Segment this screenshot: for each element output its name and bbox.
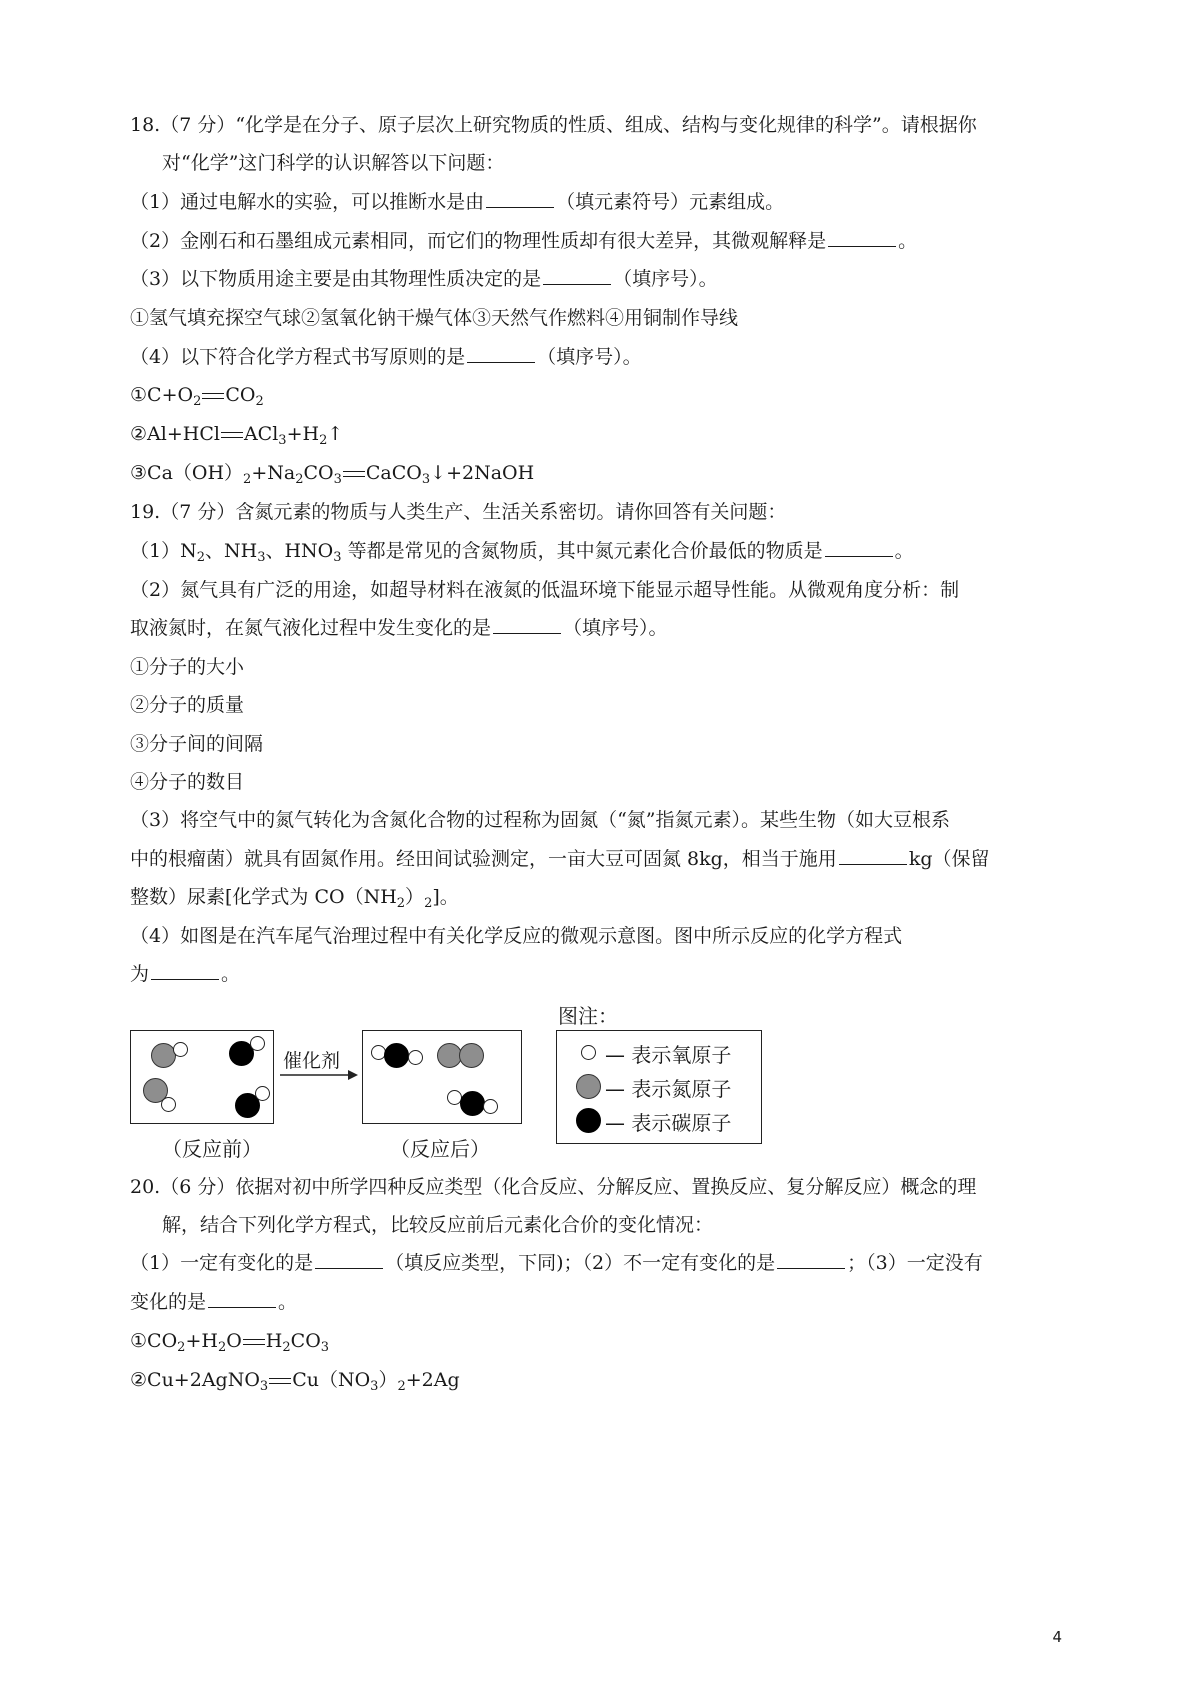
q19-part3-cont2: 整数）尿素[化学式为 $CO(NH_2)_2$]。 — [130, 886, 459, 911]
q19-part3-cont: 中的根瘤菌）就具有固氮作用。经田间试验测定，一亩大豆可固氮 8kg，相当于施用 kg（保留 — [130, 848, 990, 870]
carbon-legend-icon — [576, 1108, 601, 1133]
q19-part4-cont: 为 。 — [130, 963, 241, 985]
q18-part3: （3）以下物质用途主要是由其物理性质决定的是 （填序号）。 — [130, 268, 718, 290]
legend-carbon: — 表示碳原子 — [605, 1111, 732, 1135]
catalyst-label: 催化剂 — [283, 1050, 341, 1072]
q19-part2: （2）氮气具有广泛的用途，如超导材料在液氮的低温环境下能显示超导性能。从微观角度分析：制 — [130, 579, 960, 601]
answer-blank[interactable] — [486, 189, 554, 208]
carbon-atom — [460, 1091, 485, 1116]
q18-heading-cont: 对“化学”这门科学的认识解答以下问题： — [162, 152, 505, 174]
legend-box — [556, 1030, 762, 1144]
answer-blank[interactable] — [777, 1250, 845, 1269]
oxygen-atom — [483, 1099, 498, 1114]
q19-option-3: ③分子间的间隔 — [130, 733, 264, 755]
after-box — [362, 1030, 522, 1124]
q20-part1-cont: 变化的是 。 — [130, 1291, 298, 1313]
q19-heading: 19.（7 分）含氮元素的物质与人类生产、生活关系密切。请你回答有关问题： — [130, 501, 787, 523]
after-caption: （反应后） — [390, 1137, 490, 1161]
answer-blank[interactable] — [315, 1250, 383, 1269]
before-box — [130, 1030, 274, 1124]
q19-part2-cont: 取液氮时，在氮气液化过程中发生变化的是 （填序号）。 — [130, 617, 668, 639]
oxygen-atom — [255, 1086, 270, 1101]
q18-equation-1: $①C+O_2$ $CO_2$ — [130, 384, 264, 409]
q20-equation-2: ②Cu+2AgNO$_3$ $Cu(NO_3)_2+2Ag$ — [130, 1369, 460, 1394]
q20-part1: （1）一定有变化的是 （填反应类型，下同)；（2）不一定有变化的是 ；（3）一定没有 — [130, 1252, 983, 1274]
legend-nitrogen: — 表示氮原子 — [605, 1077, 732, 1101]
q18-equation-2: ②Al+HCl $ACl_3+H_2↑$ — [130, 423, 344, 448]
nitrogen-legend-icon — [576, 1074, 601, 1099]
q18-part1: （1）通过电解水的实验，可以推断水是由 （填元素符号）元素组成。 — [130, 191, 785, 213]
q18-part2: （2）金刚石和石墨组成元素相同，而它们的物理性质却有很大差异，其微观解释是 。 — [130, 230, 918, 252]
q19-option-1: ①分子的大小 — [130, 656, 245, 678]
q20-heading-cont: 解，结合下列化学方程式，比较反应前后元素化合价的变化情况： — [162, 1214, 714, 1236]
answer-blank[interactable] — [543, 266, 611, 285]
q19-option-2: ②分子的质量 — [130, 694, 245, 716]
answer-blank[interactable] — [493, 615, 561, 634]
carbon-atom — [384, 1043, 409, 1068]
q19-option-4: ④分子的数目 — [130, 771, 245, 793]
oxygen-atom — [161, 1097, 176, 1112]
q18-heading: 18.（7 分）“化学是在分子、原子层次上研究物质的性质、组成、结构与变化规律的科学”。请根据你 — [130, 114, 977, 136]
q18-equation-3: $③Ca(OH)_2+Na_2CO_3$ CaCO$_3$↓+2NaOH — [130, 462, 535, 487]
oxygen-atom — [173, 1042, 188, 1057]
q20-heading: 20.（6 分）依据对初中所学四种反应类型（化合反应、分解反应、置换反应、复分解反应）概念的理 — [130, 1176, 977, 1198]
answer-blank[interactable] — [467, 344, 535, 363]
legend-oxygen: — 表示氧原子 — [605, 1043, 732, 1067]
page-number: 4 — [1052, 1628, 1062, 1646]
q19-part1: $(1)N_2$、$NH_3$、$HNO_3$ 等都是常见的含氮物质，其中氮元素化合价最低的物质是 。 — [130, 540, 914, 565]
nitrogen-atom — [459, 1043, 484, 1068]
legend-title: 图注： — [558, 1004, 618, 1028]
oxygen-legend-icon — [581, 1045, 596, 1060]
q18-part4: （4）以下符合化学方程式书写原则的是 （填序号）。 — [130, 346, 642, 368]
before-caption: （反应前） — [162, 1137, 262, 1161]
q18-part3-options: ①氢气填充探空气球②氢氧化钠干燥气体③天然气作燃料④用铜制作导线 — [130, 307, 739, 329]
q20-equation-1: $①CO_2+H_2O$ $H_2CO_3$ — [130, 1330, 330, 1355]
answer-blank[interactable] — [825, 538, 893, 557]
q19-part3: （3）将空气中的氮气转化为含氮化合物的过程称为固氮（“氮”指氮元素）。某些生物（如大豆根系 — [130, 809, 951, 831]
answer-blank[interactable] — [151, 961, 219, 980]
q19-part4: （4）如图是在汽车尾气治理过程中有关化学反应的微观示意图。图中所示反应的化学方程式 — [130, 925, 903, 947]
reaction-arrow-icon — [276, 1065, 360, 1085]
answer-blank[interactable] — [828, 228, 896, 247]
answer-blank[interactable] — [839, 846, 907, 865]
oxygen-atom — [250, 1036, 265, 1051]
oxygen-atom — [408, 1050, 423, 1065]
answer-blank[interactable] — [208, 1289, 276, 1308]
